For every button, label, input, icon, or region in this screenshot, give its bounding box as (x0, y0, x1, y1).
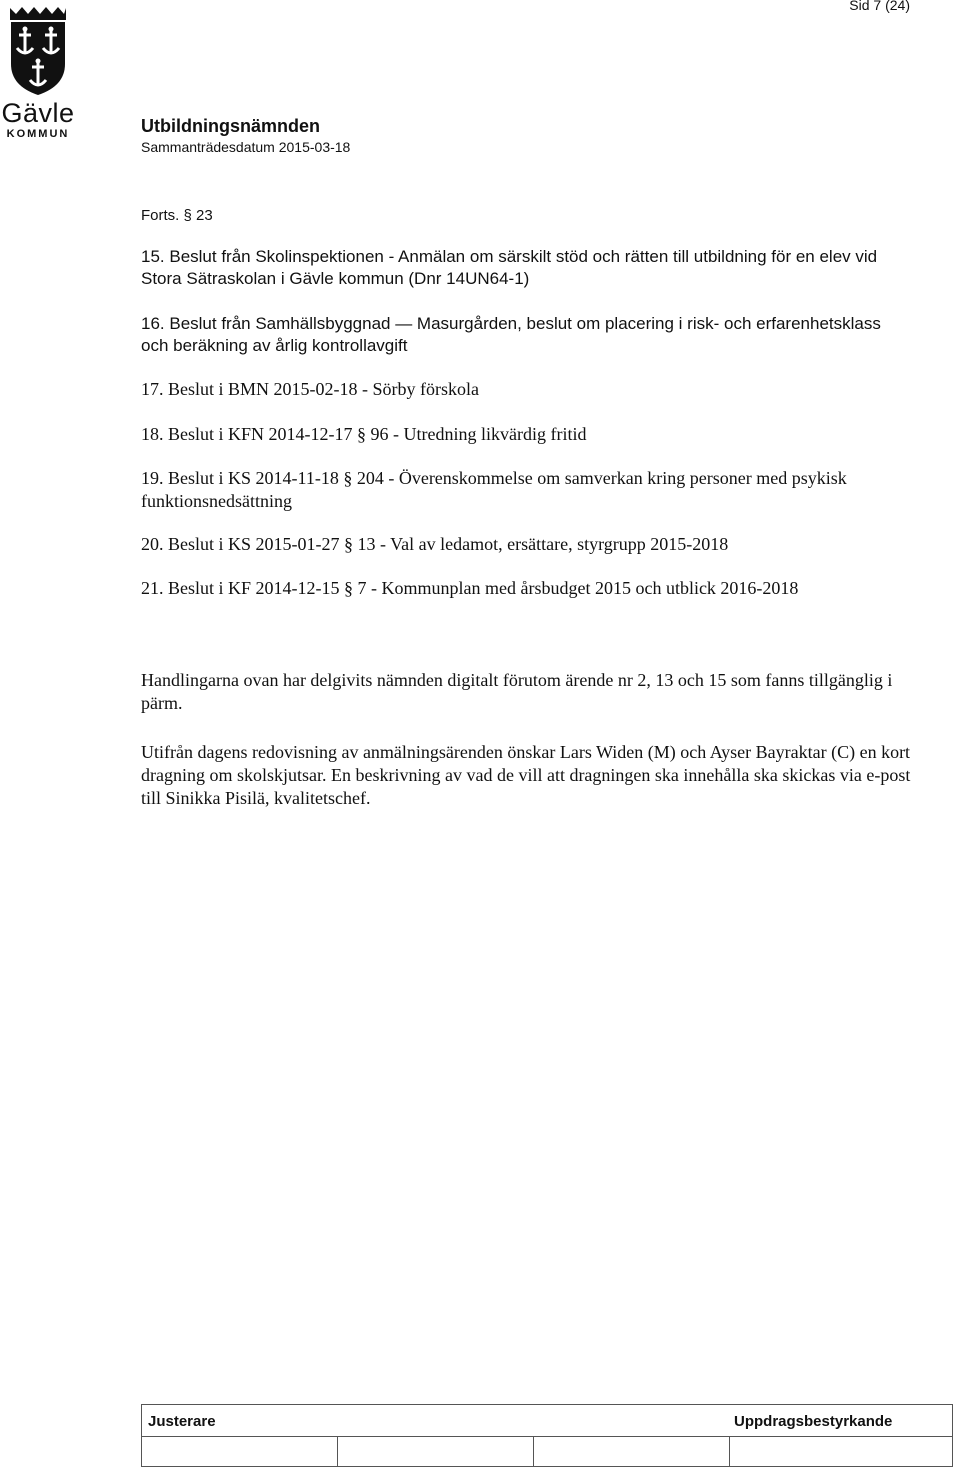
signature-box (338, 1436, 534, 1467)
list-item: 18. Beslut i KFN 2014-12-17 § 96 - Utredning likvärdig fritid (141, 424, 587, 444)
list-item: 15. Beslut från Skolinspektionen - Anmälan om särskilt stöd och rätten till utbildning för en elev vid Stora Sätraskolan i Gävle kommun (Dnr 14UN64-1) (141, 247, 878, 288)
list-item: 17. Beslut i BMN 2015-02-18 - Sörby förskola (141, 379, 479, 399)
list-item: 16. Beslut från Samhällsbyggnad — Masurgården, beslut om placering i risk- och erfarenhetsklass och beräkning av årlig kontrollavgift (141, 314, 881, 355)
list-item: 19. Beslut i KS 2014-11-18 § 204 - Överenskommelse om samverkan kring personer med psykisk funktionsnedsättning (141, 468, 847, 511)
coat-of-arms-icon (8, 4, 68, 96)
continued-paragraph-ref: Forts. § 23 (141, 207, 213, 224)
justerare-label: Justerare (148, 1413, 216, 1430)
page-number: Sid 7 (24) (849, 0, 910, 13)
body-paragraph: Handlingarna ovan har delgivits nämnden digitalt förutom ärende nr 2, 13 och 15 som fanns tillgänglig i pärm. (141, 670, 893, 713)
signature-box (142, 1436, 338, 1467)
body-paragraph: Utifrån dagens redovisning av anmälningsärenden önskar Lars Widen (M) och Ayser Bayraktar (C) en kort dragning om skolskjutsar. En beskrivning av vad de vill att dragningen ska innehålla ska skickas via e-post till Sinikka Pisilä, kvalitetschef. (141, 742, 911, 808)
gavle-kommun-logo (0, 4, 76, 138)
signature-box (534, 1436, 730, 1467)
signature-table (141, 1404, 953, 1467)
meeting-date: Sammanträdesdatum 2015-03-18 (141, 139, 351, 155)
list-item: 21. Beslut i KF 2014-12-15 § 7 - Kommunplan med årsbudget 2015 och utblick 2016-2018 (141, 578, 799, 598)
logo-subtitle: KOMMUN (6, 128, 70, 140)
signature-header-row (142, 1405, 952, 1437)
logo-name: Gävle (1, 98, 75, 128)
uppdragsbestyrkande-label: Uppdragsbestyrkande (734, 1413, 893, 1430)
committee-title: Utbildningsnämnden (141, 116, 320, 136)
list-item: 20. Beslut i KS 2015-01-27 § 13 - Val av ledamot, ersättare, styrgrupp 2015-2018 (141, 534, 729, 554)
